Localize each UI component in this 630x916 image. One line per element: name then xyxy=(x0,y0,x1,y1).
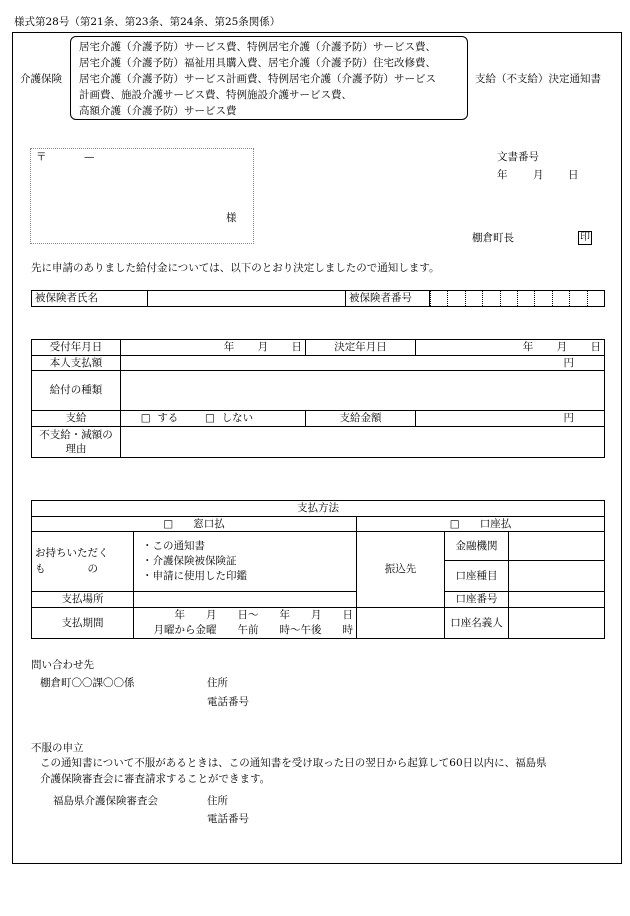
honorific: 様 xyxy=(226,212,237,224)
service-line-4: 計画費、施設介護サービス費、特例施設介護サービス費、 xyxy=(79,89,352,101)
period-label: 支払期間 xyxy=(32,608,134,639)
inquiry-office: 棚倉町〇〇課〇〇係 xyxy=(40,677,135,689)
bring-item-3: ・申請に使用した印鑑 xyxy=(142,570,247,583)
place-label: 支払場所 xyxy=(32,592,134,608)
postal-dash: — xyxy=(84,151,95,163)
form-number: 様式第28号（第21条、第23条、第24条、第25条関係） xyxy=(14,16,281,28)
bring-label-line1: お持ちいただく xyxy=(35,547,109,560)
account-number-label: 口座番号 xyxy=(445,592,509,608)
payment-no-label: しない xyxy=(221,412,254,425)
benefit-type-field[interactable] xyxy=(121,371,605,411)
date-month: 月 xyxy=(533,169,544,181)
decided-date-label: 決定年月日 xyxy=(306,340,416,356)
account-number-field[interactable] xyxy=(509,592,605,608)
payment-yes-label: する xyxy=(157,412,179,425)
insured-number-field[interactable] xyxy=(430,291,605,307)
bring-item-1: ・この通知書 xyxy=(142,539,205,552)
appeal-address-label: 住所 xyxy=(207,795,228,807)
service-line-1: 居宅介護（介護予防）サービス費、特例居宅介護（介護予防）サービス費、 xyxy=(79,41,436,53)
insured-name-field[interactable] xyxy=(148,291,346,307)
insured-number-label: 被保険者番号 xyxy=(346,291,430,307)
received-date-label: 受付年月日 xyxy=(32,340,121,356)
insured-name-label: 被保険者氏名 xyxy=(32,291,148,307)
place-field[interactable] xyxy=(134,592,357,608)
period-field[interactable] xyxy=(134,608,357,639)
bank-field[interactable] xyxy=(509,532,605,561)
seal-mark: 印 xyxy=(580,232,590,243)
payment-options xyxy=(121,411,306,427)
non-payment-reason-field[interactable] xyxy=(121,427,605,458)
service-line-5: 高額介護（介護予防）サービス費 xyxy=(79,105,237,117)
period-line1: 年 月 日～ 年 月 日 xyxy=(174,609,353,621)
payment-amount-yen: 円 xyxy=(563,412,574,425)
inquiry-title: 問い合わせ先 xyxy=(31,659,94,671)
received-day: 日 xyxy=(291,341,302,354)
payment-amount-field[interactable] xyxy=(416,411,605,427)
transfer-blank xyxy=(357,608,445,639)
account-payment-label: 口座払 xyxy=(479,517,512,530)
service-line-3: 居宅介護（介護予防）サービス計画費、特例居宅介護（介護予防）サービス xyxy=(79,73,436,85)
account-holder-field[interactable] xyxy=(509,608,605,639)
non-payment-label-line2: 理由 xyxy=(65,443,87,455)
decided-date-field[interactable] xyxy=(416,340,605,356)
date-year: 年 xyxy=(497,169,508,181)
mayor-label: 棚倉町長 xyxy=(472,232,514,244)
bank-label: 金融機関 xyxy=(445,532,509,561)
bring-items-label xyxy=(32,532,134,592)
self-pay-field[interactable] xyxy=(121,356,605,371)
decided-year: 年 xyxy=(522,341,534,354)
appeal-text-line2: 介護保険審査会に審査請求することができます。 xyxy=(40,773,271,785)
received-year: 年 xyxy=(223,341,235,354)
account-holder-label: 口座名義人 xyxy=(445,608,509,639)
inquiry-phone-label: 電話番号 xyxy=(207,696,249,708)
doc-number-label: 文書番号 xyxy=(497,151,539,163)
date-day: 日 xyxy=(568,169,579,181)
benefit-type-label: 給付の種類 xyxy=(32,371,121,411)
insured-number-cells xyxy=(430,291,604,306)
account-payment-checkbox[interactable]: □ xyxy=(449,517,460,530)
postal-mark: 〒 xyxy=(36,151,47,163)
bring-item-2: ・介護保険被保険証 xyxy=(142,554,237,567)
self-pay-yen: 円 xyxy=(563,356,574,369)
payment-method-title: 支払方法 xyxy=(32,501,605,517)
account-type-field[interactable] xyxy=(509,561,605,592)
decided-month: 月 xyxy=(556,341,568,354)
header-right-label: 支給（不支給）決定通知書 xyxy=(475,73,601,85)
received-date-field[interactable] xyxy=(121,340,306,356)
decision-table xyxy=(31,339,605,458)
intro-text: 先に申請のありました給付金については、以下のとおり決定しましたので通知します。 xyxy=(31,262,440,274)
window-payment-checkbox[interactable]: □ xyxy=(163,517,174,530)
account-type-label: 口座種目 xyxy=(445,561,509,592)
window-payment-label: 窓口払 xyxy=(193,517,225,530)
payment-method-table xyxy=(31,500,605,639)
received-month: 月 xyxy=(257,341,269,354)
decided-day: 日 xyxy=(590,341,601,354)
transfer-label: 振込先 xyxy=(357,532,445,608)
payment-amount-label: 支給金額 xyxy=(306,411,416,427)
period-line2: 月曜から金曜 午前 時～午後 時 xyxy=(153,624,353,637)
self-pay-label: 本人支払額 xyxy=(32,356,121,371)
bring-label-line2: も の xyxy=(35,562,98,575)
address-box[interactable] xyxy=(30,148,254,244)
payment-no-checkbox[interactable]: □ xyxy=(205,412,215,425)
service-line-2: 居宅介護（介護予防）福祉用具購入費、居宅介護（介護予防）住宅改修費、 xyxy=(79,57,436,69)
payment-yes-checkbox[interactable]: □ xyxy=(140,412,151,425)
window-payment-option[interactable] xyxy=(32,517,357,532)
insured-table xyxy=(31,290,605,307)
appeal-title: 不服の申立 xyxy=(31,742,84,754)
appeal-body: 福島県介護保険審査会 xyxy=(53,795,158,807)
payment-label: 支給 xyxy=(32,411,121,427)
account-payment-option[interactable] xyxy=(357,517,605,532)
inquiry-address-label: 住所 xyxy=(207,677,228,689)
bring-items-list xyxy=(134,532,357,592)
non-payment-reason-label xyxy=(32,427,121,458)
appeal-text-line1: この通知書について不服があるときは、この通知書を受け取った日の翌日から起算して60日以内に、福島県 xyxy=(40,757,547,769)
appeal-phone-label: 電話番号 xyxy=(207,813,249,825)
non-payment-label-line1: 不支給・減額の xyxy=(39,428,113,441)
header-left-label: 介護保険 xyxy=(20,73,62,85)
